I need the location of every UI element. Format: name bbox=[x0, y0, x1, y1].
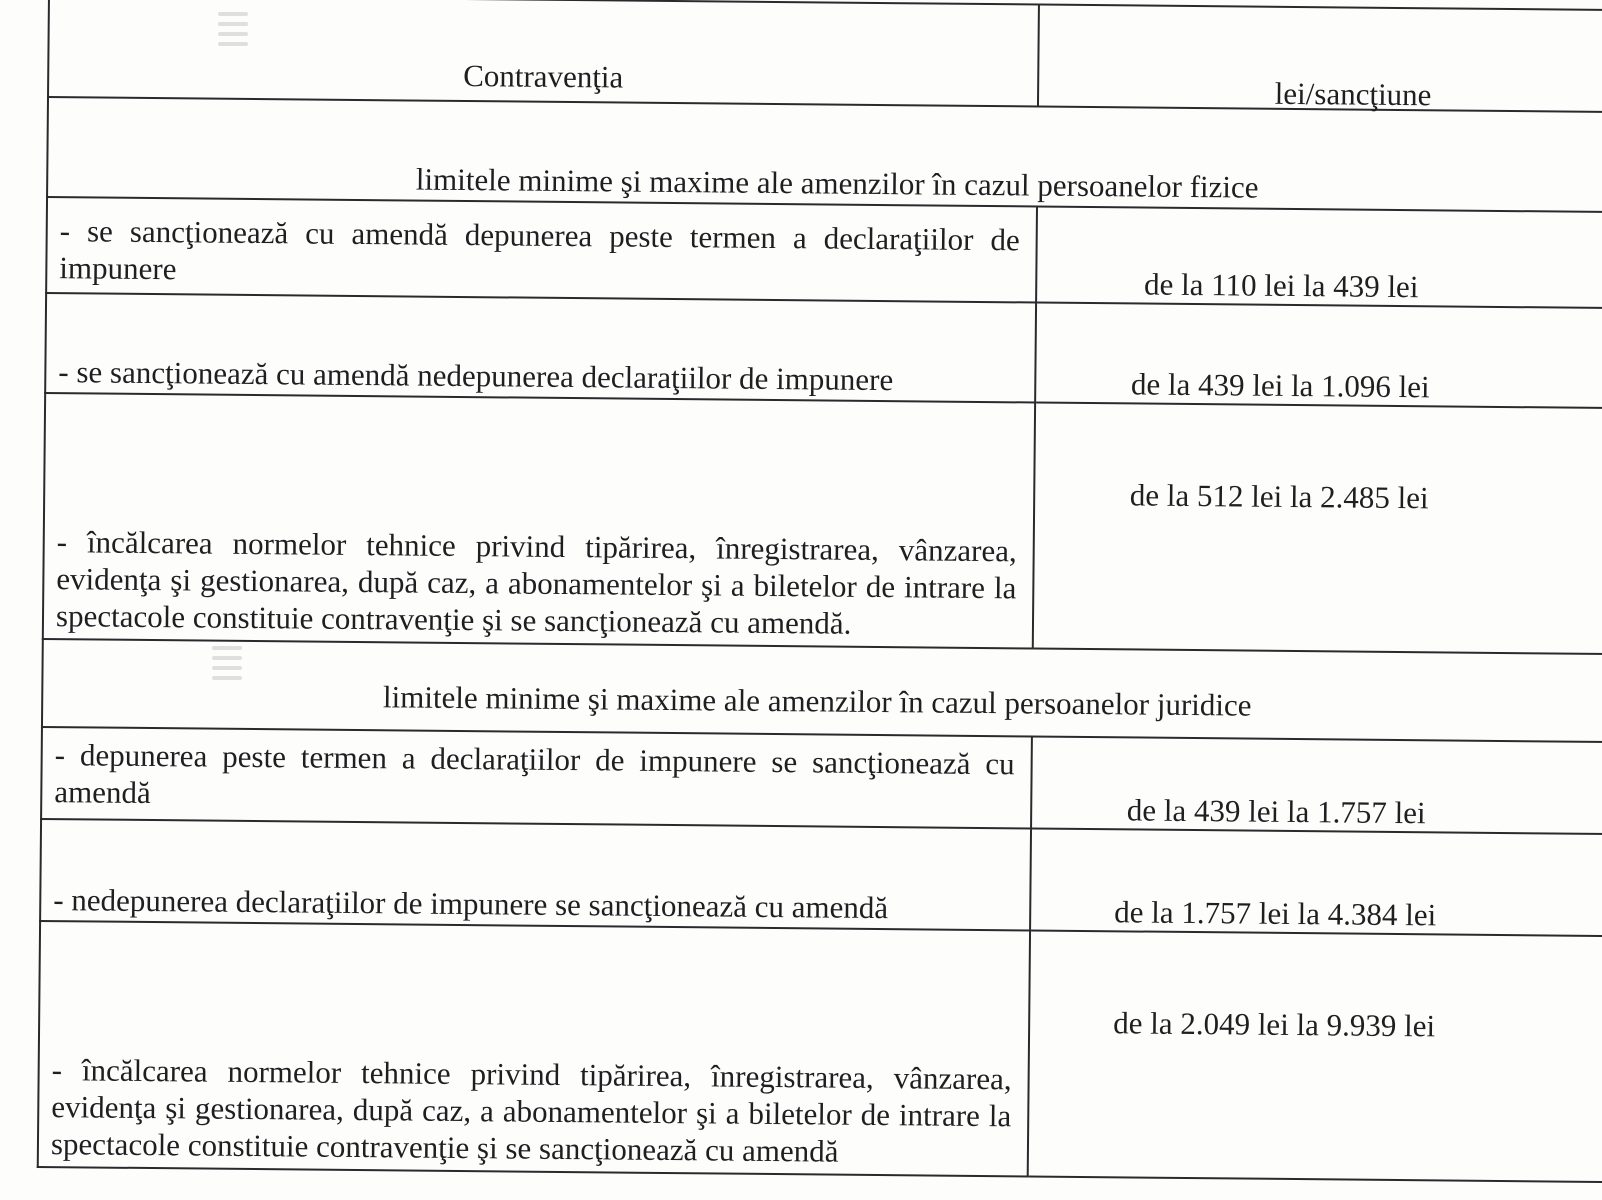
section-title-cell bbox=[47, 97, 1602, 213]
table-row bbox=[43, 393, 1602, 655]
row-amount-cell bbox=[1033, 402, 1602, 654]
row-description: - se sancţionează cu amendă depunerea peste termen a declaraţiilor de impunere bbox=[59, 213, 1020, 287]
row-description: - depunerea peste termen a declaraţiilor de impunere se sancţionează cu amendă bbox=[54, 737, 1015, 811]
row-amount-cell bbox=[1030, 828, 1602, 936]
scanned-table-area bbox=[37, 0, 1602, 1183]
section-title-juridice: limitele minime şi maxime ale amenzilor în cazul persoanelor juridice bbox=[382, 679, 1252, 723]
row-description: - se sancţionează cu amendă nedepunerea declaraţiilor de impunere bbox=[58, 354, 894, 398]
header-label-contraventia: Contravenţia bbox=[463, 57, 624, 95]
header-lei-sanctiune bbox=[1038, 5, 1602, 113]
table-row bbox=[38, 921, 1602, 1183]
row-description-cell bbox=[43, 393, 1035, 648]
row-description: - încălcarea normelor tehnice privind tipărirea, înregistrarea, vânzarea, evidenţa şi gestionarea, după caz, a abonamentelor şi a biletelor de intrare la spectacole constituie contravenţie şi se sancţionează cu amendă. bbox=[55, 524, 1017, 641]
row-amount-cell bbox=[1036, 207, 1602, 309]
row-description: - încălcarea normelor tehnice privind tipărirea, înregistrarea, vânzarea, evidenţa şi gestionarea, după caz, a abonamentelor şi a biletelor de intrare la spectacole constituie contravenţie şi se sancţionează cu amendă bbox=[50, 1052, 1012, 1169]
section-title-fizice: limitele minime şi maxime ale amenzilor în cazul persoanelor fizice bbox=[415, 161, 1259, 205]
row-amount-cell bbox=[1028, 930, 1602, 1182]
table-row bbox=[45, 293, 1602, 409]
header-label-lei-sanctiune: lei/sancţiune bbox=[1274, 75, 1432, 113]
row-amount: de la 439 lei la 1.757 lei bbox=[1126, 792, 1426, 831]
row-description: - nedepunerea declaraţiilor de impunere se sancţionează cu amendă bbox=[53, 882, 889, 926]
table-row bbox=[40, 819, 1602, 937]
fines-table bbox=[37, 0, 1602, 1184]
row-amount: de la 512 lei la 2.485 lei bbox=[1129, 477, 1429, 516]
table-row bbox=[41, 727, 1602, 835]
section-row-juridice bbox=[42, 639, 1602, 743]
row-description-cell bbox=[40, 819, 1031, 930]
header-contraventia bbox=[48, 0, 1039, 107]
row-amount-cell bbox=[1035, 302, 1602, 408]
row-description-cell bbox=[41, 727, 1032, 828]
section-row-fizice bbox=[47, 97, 1602, 213]
table-row bbox=[46, 197, 1602, 309]
row-description-cell bbox=[38, 921, 1030, 1176]
row-amount: de la 110 lei la 439 lei bbox=[1143, 266, 1419, 305]
row-description-cell bbox=[46, 197, 1037, 302]
row-amount: de la 1.757 lei la 4.384 lei bbox=[1114, 894, 1437, 933]
section-title-cell bbox=[42, 639, 1602, 743]
row-amount-cell bbox=[1031, 736, 1602, 834]
row-amount: de la 2.049 lei la 9.939 lei bbox=[1113, 1005, 1436, 1044]
table-header-row bbox=[48, 0, 1602, 113]
row-description-cell bbox=[45, 293, 1036, 402]
row-amount: de la 439 lei la 1.096 lei bbox=[1130, 366, 1430, 405]
